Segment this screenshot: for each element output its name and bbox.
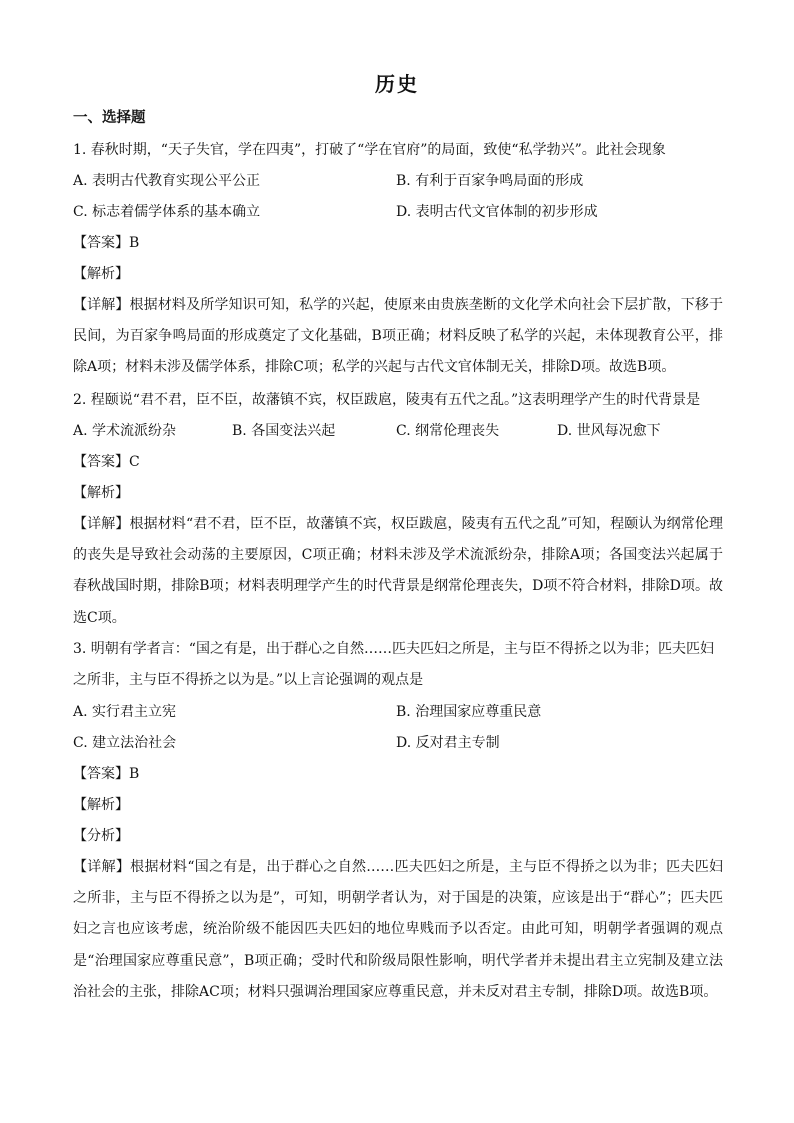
q3-stem-line2: 之所非，主与臣不得挢之以为是。”以上言论强调的观点是	[73, 672, 424, 688]
q3-fenxi-label: 【分析】	[73, 828, 129, 844]
q1-answer: 【答案】B	[73, 235, 140, 251]
q1-analysis-label: 【解析】	[73, 266, 129, 282]
q1-stem: 1. 春秋时期，“天子失官，学在四夷”，打破了“学在官府”的局面，致使“私学勃兴”。此社会现象	[73, 142, 666, 158]
q2-option-b: B. 各国变法兴起	[232, 423, 336, 439]
q1-option-d: D. 表明古代文官体制的初步形成	[396, 204, 598, 220]
q2-option-c: C. 纲常伦理丧失	[396, 423, 500, 439]
q3-analysis-label: 【解析】	[73, 797, 129, 813]
q1-option-b: B. 有利于百家争鸣局面的形成	[396, 173, 584, 189]
q1-detail: 【详解】根据材料及所学知识可知，私学的兴起，使原来由贵族垄断的文化学术向社会下层扩散，下移于民间，为百家争鸣局面的形成奠定了文化基础，B项正确；材料反映了私学的兴起，未体现教育公平，排除A项；材料未涉及儒学体系，排除C项；私学的兴起与古代文官体制无关，排除D项。故选B项。	[73, 297, 723, 376]
section-heading: 一、选择题	[73, 109, 146, 126]
q2-option-d: D. 世风每况愈下	[557, 423, 661, 439]
q1-option-c: C. 标志着儒学体系的基本确立	[73, 204, 261, 220]
q2-detail: 【详解】根据材料“君不君，臣不臣，故藩镇不宾，权臣跋扈，陵夷有五代之乱”可知，程颐认为纲常伦理的丧失是导致社会动荡的主要原因，C项正确；材料未涉及学术流派纷杂，排除A项；各国变法兴起属于春秋战国时期，排除B项；材料表明理学产生的时代背景是纲常伦理丧失，D项不符合材料，排除D项。故选C项。	[73, 516, 723, 626]
q3-option-d: D. 反对君主专制	[396, 735, 500, 751]
page-title: 历史	[375, 72, 419, 96]
q2-analysis-label: 【解析】	[73, 485, 129, 501]
q3-stem-line1: 3. 明朝有学者言：“国之有是，出于群心之自然……匹夫匹妇之所是，主与臣不得挢之以为非；匹夫匹妇	[73, 641, 714, 657]
q3-option-b: B. 治理国家应尊重民意	[396, 704, 542, 720]
q2-stem: 2. 程颐说“君不君，臣不臣，故藩镇不宾，权臣跋扈，陵夷有五代之乱。”这表明理学产生的时代背景是	[73, 392, 701, 408]
q3-detail: 【详解】根据材料“国之有是，出于群心之自然……匹夫匹妇之所是，主与臣不得挢之以为非；匹夫匹妇之所非，主与臣不得挢之以为是”，可知，明朝学者认为，对于国是的决策，应该是出于“群心”；匹夫匹妇之言也应该考虑，统治阶级不能因匹夫匹妇的地位卑贱而予以否定。由此可知，明朝学者强调的观点是“治理国家应尊重民意”，B项正确；受时代和阶级局限性影响，明代学者并未提出君主立宪制及建立法治社会的主张，排除AC项；材料只强调治理国家应尊重民意，并未反对君主专制，排除D项。故选B项。	[73, 859, 723, 1000]
q2-option-a: A. 学术流派纷杂	[73, 423, 177, 439]
q2-answer: 【答案】C	[73, 454, 140, 470]
q1-option-a: A. 表明古代教育实现公平公正	[73, 173, 261, 189]
q3-option-c: C. 建立法治社会	[73, 735, 177, 751]
q3-answer: 【答案】B	[73, 766, 140, 782]
q3-option-a: A. 实行君主立宪	[73, 704, 177, 720]
